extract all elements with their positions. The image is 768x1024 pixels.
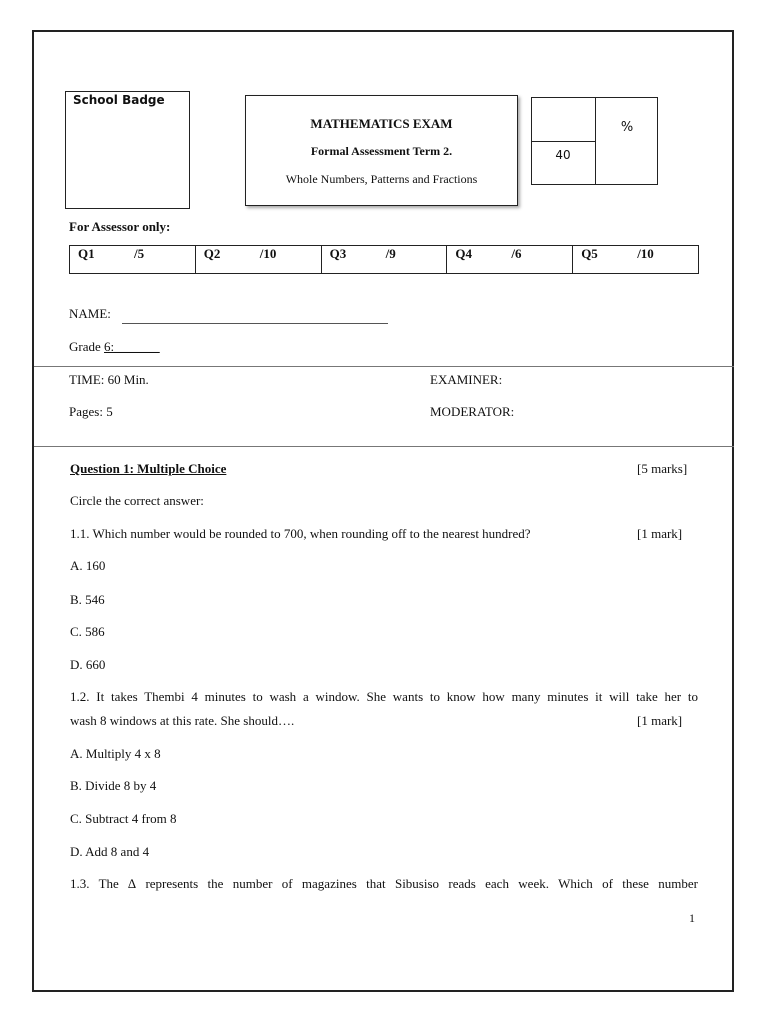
option-1-2-c[interactable]: C. Subtract 4 from 8 — [70, 811, 177, 826]
exam-topics: Whole Numbers, Patterns and Fractions — [285, 172, 478, 186]
marks-cell-q4 — [447, 246, 573, 273]
grade-value: 6:_______ — [104, 339, 160, 354]
option-1-2-a[interactable]: A. Multiply 4 x 8 — [70, 746, 161, 761]
page-number: 1 — [689, 911, 695, 925]
question-1-instruction: Circle the correct answer: — [70, 493, 204, 508]
exam-title: MATHEMATICS EXAM — [310, 116, 453, 131]
score-divider-vertical — [595, 97, 596, 185]
exam-title-box — [245, 95, 518, 206]
assessor-marks-table — [69, 245, 699, 274]
question-1-2-text-line2: wash 8 windows at this rate. She should…. — [70, 713, 295, 728]
assessor-label: For Assessor only: — [69, 219, 171, 234]
grade-line — [69, 339, 160, 355]
divider-bottom — [34, 446, 734, 447]
marks-cell-total: /6 — [511, 246, 522, 261]
question-1-title: Question 1: Multiple Choice — [70, 461, 227, 476]
time-text: TIME: 60 Min. — [69, 372, 149, 387]
marks-cell-total: /10 — [259, 246, 277, 261]
marks-cell-question: Q2 — [203, 246, 221, 261]
question-1-1-text: 1.1. Which number would be rounded to 700, when rounding off to the nearest hundred? — [70, 526, 531, 541]
marks-cell-total: /5 — [134, 246, 145, 261]
question-1-1-marks: [1 mark] — [637, 526, 683, 541]
marks-cell-total: /10 — [637, 246, 654, 261]
option-1-1-b[interactable]: B. 546 — [70, 592, 105, 607]
question-1-2-text-line1: 1.2. It takes Thembi 4 minutes to wash a window. She wants to know how many minutes it will take her to — [70, 689, 698, 704]
name-label: NAME: — [69, 306, 111, 321]
score-divider-horizontal — [531, 141, 595, 142]
examiner-label: EXAMINER: — [430, 372, 503, 387]
marks-cell-question: Q4 — [455, 246, 473, 261]
score-total: 40 — [555, 148, 571, 162]
marks-cell-question: Q3 — [329, 246, 347, 261]
question-1-3-text: 1.3. The ∆ represents the number of magazines that Sibusiso reads each week. Which of these number — [70, 876, 698, 891]
school-badge-box — [65, 91, 190, 209]
option-1-1-a[interactable]: A. 160 — [70, 558, 106, 573]
option-1-1-d[interactable]: D. 660 — [70, 657, 106, 672]
marks-cell-q1 — [70, 246, 196, 273]
marks-cell-q3 — [322, 246, 448, 273]
option-1-2-d[interactable]: D. Add 8 and 4 — [70, 844, 150, 859]
marks-cell-total: /9 — [385, 246, 396, 261]
option-1-1-c[interactable]: C. 586 — [70, 624, 105, 639]
school-badge-label: School Badge — [73, 93, 165, 107]
pages-text: Pages: 5 — [69, 404, 113, 419]
name-field[interactable] — [122, 323, 388, 324]
exam-subtitle: Formal Assessment Term 2. — [310, 144, 453, 158]
score-percent: % — [620, 120, 634, 135]
question-1-2-marks: [1 mark] — [637, 713, 683, 728]
grade-label: Grade — [69, 339, 105, 354]
marks-cell-question: Q5 — [581, 246, 598, 261]
marks-cell-q2 — [196, 246, 322, 273]
divider-top — [34, 366, 734, 367]
marks-cell-q5 — [573, 246, 698, 273]
question-1-marks: [5 marks] — [637, 461, 688, 476]
moderator-label: MODERATOR: — [430, 404, 515, 419]
marks-cell-question: Q1 — [78, 246, 95, 261]
option-1-2-b[interactable]: B. Divide 8 by 4 — [70, 778, 157, 793]
